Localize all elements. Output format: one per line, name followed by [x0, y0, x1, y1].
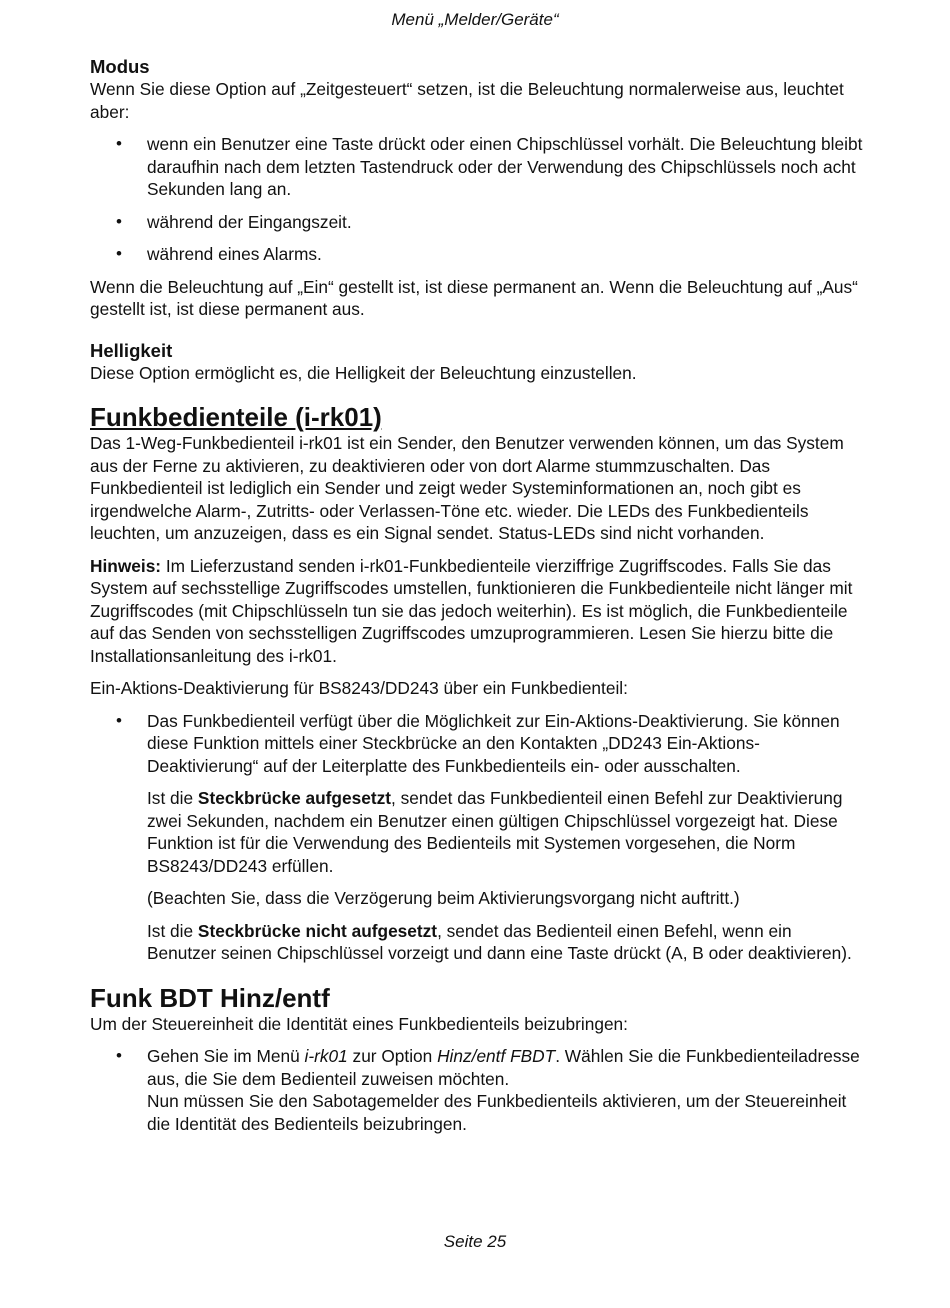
- step-text-line2: Nun müssen Sie den Sabotagemelder des Funkbedienteils aktivieren, um der Steuereinheit die Identität des Bedienteils beizubringen.: [147, 1091, 847, 1134]
- step-text-pre: Gehen Sie im Menü: [147, 1046, 305, 1066]
- menu-name: i-rk01: [304, 1046, 348, 1066]
- hinweis-label: Hinweis:: [90, 555, 162, 576]
- modus-outro: Wenn die Beleuchtung auf „Ein“ gestellt ist, ist diese permanent an. Wenn die Beleuchtung auf „Aus“ gestellt ist, ist diese permanent aus.: [90, 276, 858, 319]
- funkbedienteile-paragraph: Das 1-Weg-Funkbedienteil i-rk01 ist ein Sender, den Benutzer verwenden können, um das System aus der Ferne zu aktivieren, zu deaktivieren oder von dort Alarme stummzuschalten. Das Funkbedienteil ist lediglich ein Sender und zeigt weder Systeminformationen an, noch gibt es irgendwelche Alarm-, Zutritts- oder Verlassen-Töne etc. wieder. Die LEDs des Funkbedienteils leuchten, um anzuzeigen, dass es ein Signal sendet. Status-LEDs sind nicht vorhanden.: [90, 433, 844, 543]
- jumper-fitted-post: , sendet das Funkbedienteil einen Befehl zur Deaktivierung zwei Sekunden, nachdem ein Benutzer einen gültigen Chipschlüssel vorgezeigt hat. Diese Funktion ist für die Verwendung des Bedienteils mit Systemen vorgesehen, die Norm BS8243/DD243 erfüllen.: [147, 788, 843, 876]
- funk-bdt-intro: Um der Steuereinheit die Identität eines Funkbedienteils beizubringen:: [90, 1013, 628, 1034]
- helligkeit-heading: Helligkeit: [90, 339, 173, 361]
- list-item: [90, 1045, 865, 1135]
- jumper-unfitted-pre: Ist die: [147, 920, 198, 941]
- list-item-text: wenn ein Benutzer eine Taste drückt oder einen Chipschlüssel vorhält. Die Beleuchtung bleibt daraufhin nach dem letzten Tastendruck oder der Verwendung des Chipschlüssels noch acht Sekunden lang an.: [147, 134, 863, 199]
- jumper-unfitted-post: , sendet das Bedienteil einen Befehl, wenn ein Benutzer seinen Chipschlüssel vorzeigt und dann eine Taste drückt (A, B oder deaktivieren).: [147, 920, 852, 963]
- bullet-icon: •: [116, 244, 122, 263]
- hinweis-paragraph: [90, 555, 865, 668]
- bullet-icon: •: [116, 710, 122, 730]
- funkbedienteile-heading: Funkbedienteile (i-rk01): [90, 402, 382, 432]
- option-name: Hinz/entf FBDT: [437, 1046, 556, 1066]
- modus-bullet-list: [90, 133, 865, 266]
- jumper-fitted-paragraph: [90, 787, 865, 877]
- page-number: Seite 25: [443, 1232, 507, 1251]
- step-text-mid: zur Option: [347, 1046, 438, 1066]
- list-item-text: während eines Alarms.: [147, 244, 322, 264]
- jumper-unfitted-paragraph: [90, 920, 865, 965]
- list-item: [90, 133, 865, 201]
- list-item-text: Das Funkbedienteil verfügt über die Möglichkeit zur Ein-Aktions-Deaktivierung. Sie können diese Funktion mittels einer Steckbrücke an den Kontakten „DD243 Ein-Aktions-Deaktivierung“ auf der Leiterplatte des Funkbedienteils ein- oder ausschalten.: [147, 710, 840, 776]
- single-action-intro: Ein-Aktions-Deaktivierung für BS8243/DD243 über ein Funkbedienteil:: [90, 678, 628, 698]
- modus-heading: Modus: [90, 56, 150, 77]
- bullet-icon: •: [116, 1046, 122, 1065]
- jumper-fitted-pre: Ist die: [147, 788, 198, 808]
- single-action-bullet-list: [90, 710, 865, 778]
- running-header: Menü „Melder/Geräte“: [391, 10, 559, 29]
- page-content: [90, 55, 865, 1135]
- list-item: [90, 710, 865, 778]
- funk-bdt-bullet-list: [90, 1045, 865, 1135]
- delay-note-paragraph: (Beachten Sie, dass die Verzögerung beim Aktivierungsvorgang nicht auftritt.): [147, 888, 740, 908]
- step-text-post: . Wählen Sie die Funkbedienteiladresse aus, die Sie dem Bedienteil zuweisen möchten.: [147, 1046, 860, 1089]
- jumper-unfitted-bold: Steckbrücke nicht aufgesetzt: [197, 920, 438, 941]
- jumper-fitted-bold: Steckbrücke aufgesetzt: [197, 788, 391, 808]
- list-item-text: [147, 1046, 860, 1134]
- bullet-icon: •: [116, 211, 122, 231]
- hinweis-text: Im Lieferzustand senden i-rk01-Funkbedienteile vierziffrige Zugriffscodes. Falls Sie das System auf sechsstellige Zugriffscodes umstellen, funktionieren die Funkbedienteile nicht länger mit Zugriffscodes (mit Chipschlüsseln tun sie das jedoch weiterhin). Es ist möglich, die Funkbedienteile auf das Senden von sechsstelligen Zugriffscodes umzuprogrammieren. Lesen Sie hierzu bitte die Installationsanleitung des i-rk01.: [90, 555, 853, 666]
- bullet-icon: •: [116, 134, 122, 153]
- funk-bdt-heading: Funk BDT Hinz/entf: [90, 982, 330, 1013]
- list-item-text: während der Eingangszeit.: [147, 211, 352, 232]
- helligkeit-text: Diese Option ermöglicht es, die Helligkeit der Beleuchtung einzustellen.: [90, 362, 637, 383]
- list-item: [90, 243, 865, 266]
- list-item: [90, 211, 865, 234]
- modus-intro: Wenn Sie diese Option auf „Zeitgesteuert“ setzen, ist die Beleuchtung normalerweise aus, leuchtet aber:: [90, 79, 844, 122]
